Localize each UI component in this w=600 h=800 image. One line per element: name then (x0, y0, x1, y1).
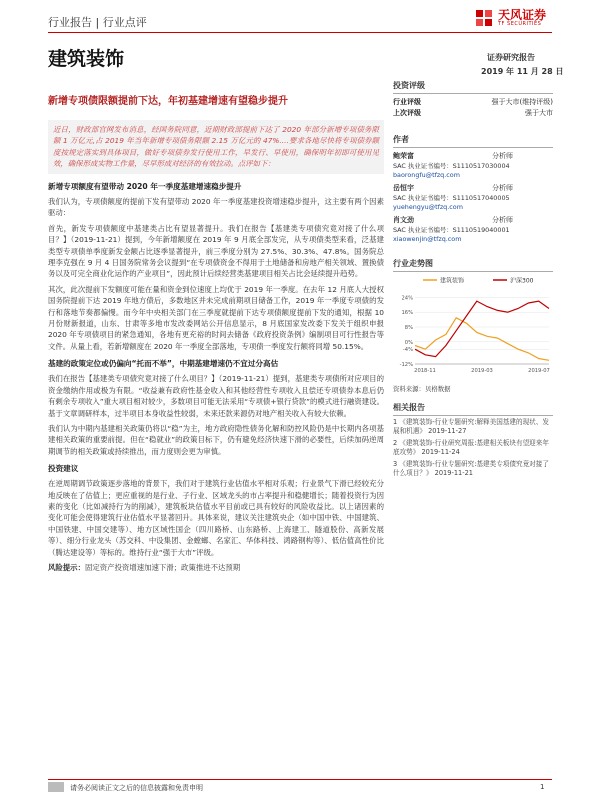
authors-title: 作者 (393, 134, 553, 148)
analyst-email-link[interactable]: yuehengyu@tfzq.com (393, 203, 463, 211)
paragraph: 在逆周期调节政策逐步落地的背景下，我们对于建筑行业估值水平相对乐观；行业景气下滑已经较充分地反映在了估值上；更应重视的是行业、子行业、区域龙头的市占率提升和稳健增长；随着投资行为因素的变化（比如减持行为的削减），建筑板块估值水平目前或已具有较好的风险收益比。以上诸因素的变化可能会使得建筑行业估值水平显著回升。具体来说，建议关注建筑央企（如中国中铁、中国建筑、中国铁建、中国交建等）、地方区域性国企（四川路桥、山东路桥、上海建工、隧道股份、高新发展等）、细分行业龙头（苏交科、中设集团、金螳螂、名家汇、华体科技、鸿路钢构等）、低估值高性价比（腾达建设等）等标的。维持行业“强于大市”评级。 (48, 479, 384, 557)
x-tick-label: 2018-11 (414, 368, 436, 374)
report-subtitle: 新增专项债限额提前下达，年初基建增速有望稳步提升 (48, 96, 288, 107)
trend-panel (393, 258, 553, 272)
report-category: 行业报告 | 行业点评 (48, 16, 147, 29)
trend-chart (393, 272, 553, 382)
analyst-cert: SAC 执业证书编号：S1110519040001 (393, 226, 510, 234)
chart-source: 资料来源：贝格数据 (393, 385, 451, 393)
rating-value: 强于大市 (525, 109, 553, 117)
paragraph: 其次，此次提前下发额度可能在量和资金到位速度上均优于 2019 年一季度。在去年 12 月底人大授权国务院提前下达 2019 年地方债后，多数地区并未完成前期项目储备工作，2019 年一季度专项债的发行和落地节奏都偏慢。而今年中央相关部门在三季度就提前下达专项债额度提前下发的通知，根据 10 月份财新报道，山东、甘肃等多地市发改委网站公开信息显示，8 月底国家发改委下发关于组织申报 2020 年专项债项目的紧急通知，各地有更充裕的时间去储备《政府投资条例》编制项目可行性报告等文件。从量上看，若新增额度在 2020 年一季度全部落地，专项债一季度发行额将同增 50.15%。 (48, 284, 384, 351)
section-title: 新增专项额度有望带动 2020 年一季度基建增速稳步提升 (48, 182, 242, 191)
analyst-cert: SAC 执业证书编号：S1110517040005 (393, 194, 510, 202)
analyst-role: 分析师 (492, 216, 513, 224)
rating-row (393, 97, 553, 108)
analyst-name: 岳恒宇 (393, 184, 414, 192)
paragraph: 我们认为，专项债额度的提前下发有望带动 2020 年一季度基建投资增速稳步提升，这主要有两个因素驱动： (48, 197, 384, 218)
risk-label: 风险提示： (48, 562, 85, 572)
section-title: 投资建议 (48, 464, 79, 474)
paragraph: 我们在报告【基建类专项债究竟对接了什么项目？】（2019-11-21）提到，基建类专项债所对应项目的资金缴纳作用或极为有限。“收益兼有政府性基金收入和其他经营性专项收入且偿还专项债券本息后仍有剩余专项收入”重大项目相对较少，多数项目可能无法采用“专项债+银行贷款”的模式进行融资建设。基于文章调研样本，过半项目本身收益性较弱，未来还款来源仍对地产相关收入有较大依赖。 (48, 374, 384, 418)
logo-text-en: TF SECURITIES (498, 21, 542, 27)
x-tick-label: 2019-07 (528, 368, 550, 374)
abstract-box: 近日，财政部官网发布消息，经国务院同意，近期财政部提前下达了 2020 年部分新增专项债务限额 1 万亿元,占 2019 年当年新增专项债务限额 2.15 万亿元的 47%....要求各地尽快将专项债券额度按规定落实到具体项目，做好专项债券发行使用工作，早发行、早使用，确保明年初即可使用见效，确保形成实物工作量，尽早形成对经济的有效拉动。点评如下： (48, 120, 384, 174)
risk-note (48, 562, 384, 573)
report-date: 2019 年 11 月 28 日 (481, 67, 564, 76)
rating-value: 强于大市(维持评级) (491, 98, 553, 106)
header-divider (48, 32, 552, 33)
analyst-cert: SAC 执业证书编号：S1110517030004 (393, 162, 510, 170)
related-panel (393, 402, 553, 478)
main-body (48, 181, 384, 573)
y-tick-label: -4% (402, 347, 413, 354)
series-line (415, 318, 549, 361)
rating-key: 行业评级 (393, 98, 421, 106)
analyst-entry (393, 183, 553, 212)
analyst-entry (393, 215, 553, 244)
analyst-role: 分析师 (492, 184, 513, 192)
rating-title: 投资评级 (393, 80, 553, 94)
analyst-name: 鲍荣富 (393, 152, 414, 160)
y-tick-label: 8% (404, 325, 413, 331)
rating-row (393, 108, 553, 119)
footer-divider (48, 779, 552, 780)
related-report-link[interactable]: 2 《建筑装饰-行业研究周报:基建相关板块有望迎来年底攻势》 2019-11-24 (393, 438, 549, 457)
y-tick-label: 16% (401, 310, 413, 317)
analyst-name: 肖文劲 (393, 216, 414, 224)
related-title: 相关报告 (393, 402, 553, 416)
related-report-link[interactable]: 1 《建筑装饰-行业专题研究:解释美国基建的现状、发展和机遇》 2019-11-27 (393, 418, 549, 436)
x-tick-label: 2019-03 (471, 368, 493, 374)
risk-text: 固定资产投资增速加速下滑；政策推进不达预期 (84, 562, 241, 572)
paragraph: 我们认为中期内基建相关政策仍将以“稳”为主，地方政府隐性债务化解和防控风险仍是中长期内各项基建相关政策的重要前提。但在“稳就业”的政策目标下，仍有避免经济快速下滑的必要性，后续加码逆周期调节的相关政策或持续推出，而力度则会更为审慎。 (48, 423, 384, 456)
analyst-email-link[interactable]: xiaowenjin@tfzq.com (393, 235, 462, 243)
legend-label: 沪深300 (510, 277, 534, 285)
qr-icon (48, 782, 64, 792)
disclaimer-note: 请务必阅读正文之后的信息披露和免责申明 (70, 784, 203, 792)
series-line (415, 301, 549, 357)
logo-text-cn: 天风证券 (498, 8, 547, 22)
page-number: 1 (540, 783, 545, 791)
analyst-email-link[interactable]: baorongfu@tfzq.com (393, 171, 460, 179)
logo-icon (474, 8, 494, 28)
brand-logo (474, 8, 546, 28)
legend-label: 建筑装饰 (440, 277, 465, 285)
related-report-link[interactable]: 3 《建筑装饰-行业专题研究:基建类专项债究竟对接了什么项目？》 2019-11-21 (393, 459, 549, 478)
y-tick-label: 24% (401, 295, 413, 302)
y-tick-label: -12% (399, 362, 413, 368)
trend-title: 行业走势图 (393, 258, 553, 272)
rating-panel (393, 80, 553, 119)
y-tick-label: 0% (404, 339, 413, 346)
page-title: 建筑装饰 (48, 48, 125, 70)
section-title: 基建的政策定位或仍偏向“托而不举”，中期基建增速仍不宜过分高估 (48, 359, 279, 369)
report-type: 证券研究报告 (487, 53, 535, 62)
analyst-entry (393, 151, 553, 180)
analyst-role: 分析师 (492, 152, 513, 160)
paragraph: 首先，新发专项债额度中基建类占比有望显著提升。我们在报告【基建类专项债究竟对接了什么项目？】（2019-11-21）提到，今年新增额度在 2019 年 9 月底全部发完，从专项债类型来看，泛基建类型专项债单季度新发金额占比逐季显著提升，前三季度分别为 27.5%、30.3%、47.8%。国务院总理李克强在 9 月 4 日国务院常务会议提到“在专项债资金不得用于土地储备和房地产相关领域、置换债务以及可完全商业化运作的产业项目”，因此预计后续经营类基建项目相关占比会延续提升趋势。 (48, 223, 384, 279)
rating-key: 上次评级 (393, 109, 421, 117)
authors-panel (393, 134, 553, 244)
